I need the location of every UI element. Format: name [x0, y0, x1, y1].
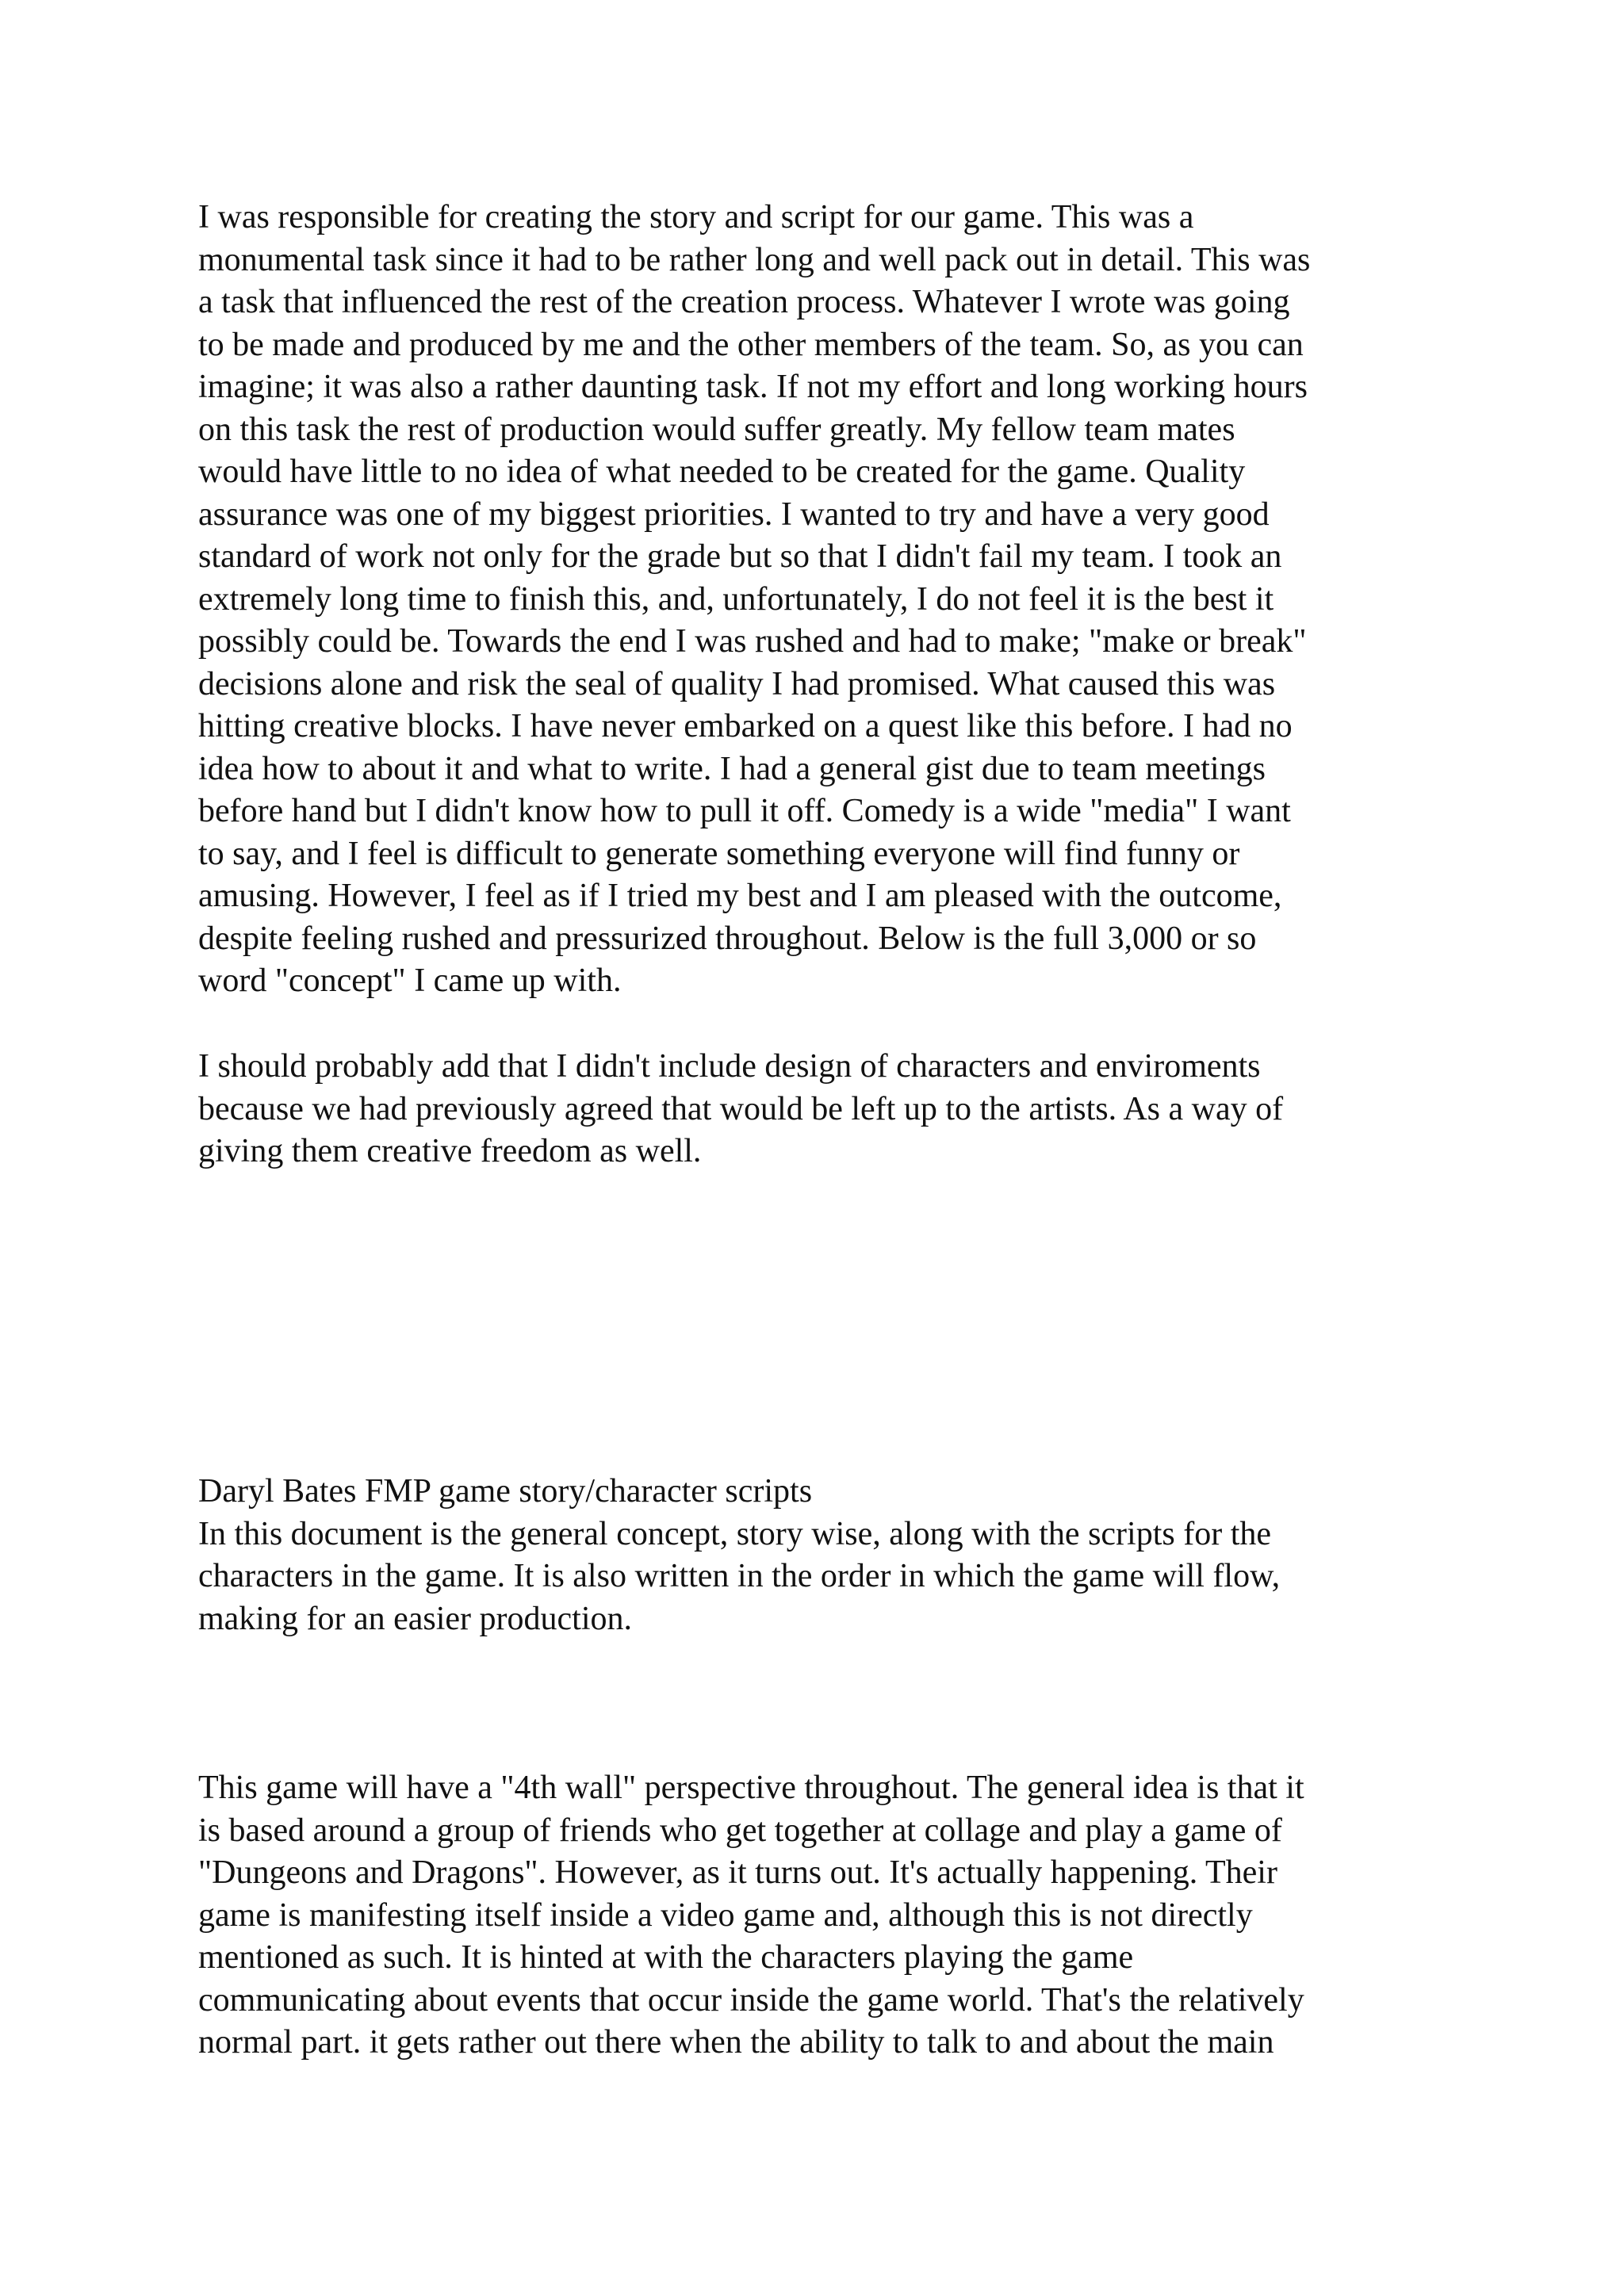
text-line: In this document is the general concept, story wise, along with the scripts for the [198, 1515, 1272, 1552]
text-line: extremely long time to finish this, and, unfortunately, I do not feel it is the best it [198, 580, 1274, 618]
text-line: monumental task since it had to be rather long and well pack out in detail. This was [198, 241, 1311, 278]
text-line: This game will have a "4th wall" perspective throughout. The general idea is that it [198, 1770, 1304, 1806]
text-line: is based around a group of friends who get together at collage and play a game of [198, 1812, 1282, 1849]
script-header-block [198, 1471, 1451, 1640]
text-line: imagine; it was also a rather daunting task. If not my effort and long working hours [198, 369, 1308, 405]
text-line: I should probably add that I didn't include design of characters and enviroments [198, 1048, 1261, 1085]
text-line: game is manifesting itself inside a video game and, although this is not directly [198, 1896, 1253, 1934]
text-line: before hand but I didn't know how to pull it off. Comedy is a wide "media" I want [198, 793, 1291, 829]
text-line: possibly could be. Towards the end I was rushed and had to make; "make or break" [198, 623, 1307, 660]
text-line: making for an easier production. [198, 1600, 632, 1637]
text-line: amusing. However, I feel as if I tried my best and I am pleased with the outcome, [198, 878, 1282, 914]
intro-paragraph [198, 197, 1451, 1003]
text-line: on this task the rest of production would suffer greatly. My fellow team mates [198, 411, 1235, 448]
text-line: to be made and produced by me and the other members of the team. So, as you can [198, 326, 1304, 363]
note-paragraph [198, 1046, 1451, 1173]
text-line: because we had previously agreed that would be left up to the artists. As a way of [198, 1090, 1284, 1127]
text-line: despite feeling rushed and pressurized throughout. Below is the full 3,000 or so [198, 920, 1257, 957]
text-line: normal part. it gets rather out there when the ability to talk to and about the main [198, 2024, 1274, 2061]
text-line: to say, and I feel is difficult to generate something everyone will find funny or [198, 835, 1240, 872]
text-line: standard of work not only for the grade but so that I didn't fail my team. I took an [198, 538, 1282, 575]
text-line: decisions alone and risk the seal of quality I had promised. What caused this was [198, 665, 1276, 702]
document-title: Daryl Bates FMP game story/character scripts [198, 1473, 813, 1510]
concept-paragraph [198, 1767, 1451, 2064]
text-line: mentioned as such. It is hinted at with the characters playing the game [198, 1939, 1134, 1976]
text-line: characters in the game. It is also written in the order in which the game will flow, [198, 1558, 1281, 1594]
text-line: idea how to about it and what to write. I had a general gist due to team meetings [198, 750, 1266, 787]
text-line: assurance was one of my biggest priorities. I wanted to try and have a very good [198, 496, 1270, 533]
text-line: communicating about events that occur inside the game world. That's the relatively [198, 1981, 1304, 2019]
text-line: a task that influenced the rest of the creation process. Whatever I wrote was going [198, 284, 1290, 320]
text-line: "Dungeons and Dragons". However, as it turns out. It's actually happening. Their [198, 1854, 1277, 1891]
text-line: word "concept" I came up with. [198, 962, 622, 999]
text-line: I was responsible for creating the story and script for our game. This was a [198, 199, 1194, 235]
text-line: would have little to no idea of what needed to be created for the game. Quality [198, 453, 1246, 490]
text-line: hitting creative blocks. I have never embarked on a quest like this before. I had no [198, 708, 1293, 744]
text-line: giving them creative freedom as well. [198, 1133, 702, 1169]
